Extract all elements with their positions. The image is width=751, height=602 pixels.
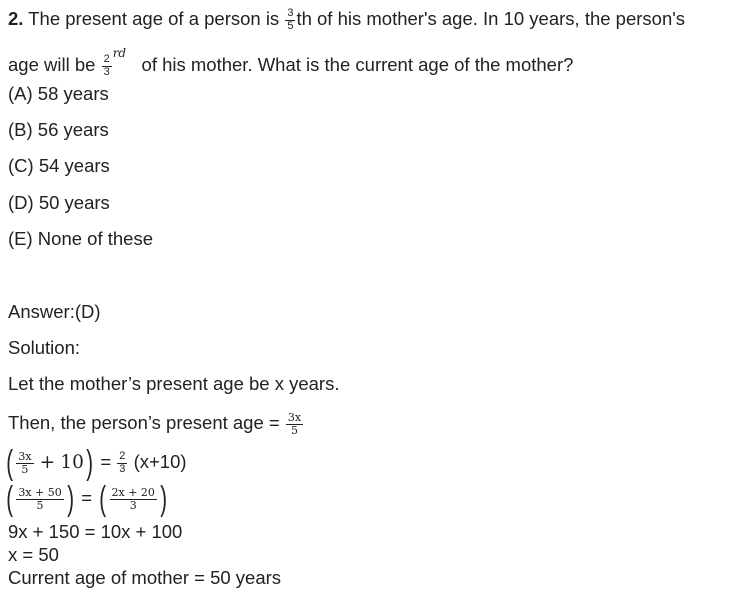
solution-then [8, 412, 304, 436]
fraction-denominator: 3 [103, 65, 110, 78]
fraction-denominator: 3 [119, 462, 126, 475]
equals-sign: = [81, 486, 93, 508]
equation-2 [4, 482, 169, 516]
final-answer: Current age of mother = 50 years [8, 567, 282, 588]
fraction-lhs [16, 487, 63, 511]
left-paren: ( [6, 480, 14, 518]
fraction-rhs [110, 487, 157, 511]
option-d: (D) 50 years [8, 192, 110, 213]
equation-3: 9x + 150 = 10x + 100 [8, 521, 183, 542]
left-paren: ( [6, 444, 14, 482]
question-line-1 [8, 8, 685, 32]
fraction-numerator: 2 [103, 53, 110, 66]
option-c: (C) 54 years [8, 155, 110, 176]
fraction-two-thirds [117, 451, 127, 475]
question-text-b: th of his mother's age. In 10 years, the person's [296, 8, 686, 29]
left-paren: ( [99, 480, 107, 518]
question-line-2 [8, 46, 573, 78]
fraction-denominator: 5 [290, 423, 298, 437]
fraction-denominator: 5 [36, 498, 44, 512]
fraction-numerator: 2x + 20 [111, 485, 155, 499]
fraction-3x-over-5 [16, 451, 33, 475]
solution-label: Solution: [8, 337, 80, 358]
fraction-denominator: 5 [287, 19, 294, 32]
option-a: (A) 58 years [8, 83, 109, 104]
equation-4: x = 50 [8, 544, 59, 565]
ordinal-superscript: rd [112, 46, 127, 60]
fraction-numerator: 3x + 50 [18, 485, 62, 499]
option-b: (B) 56 years [8, 119, 109, 140]
right-paren: ) [67, 480, 74, 518]
right-paren: ) [86, 444, 93, 482]
equals-sign: = [100, 450, 112, 472]
question-text-c: age will be [8, 54, 96, 75]
answer-text: Answer:(D) [8, 301, 101, 322]
fraction-denominator: 3 [129, 498, 137, 512]
fraction-3x-over-5 [286, 412, 303, 436]
option-e: (E) None of these [8, 228, 153, 249]
question-text-d: of his mother. What is the current age of the mother? [141, 54, 574, 75]
fraction-numerator: 2 [119, 449, 126, 462]
question-text-a: The present age of a person is [28, 8, 280, 29]
plus-sign: + [39, 451, 56, 473]
solution-let: Let the mother’s present age be x years. [8, 373, 340, 394]
then-text: Then, the person’s present age = [8, 412, 280, 433]
fraction-three-fifths [285, 8, 295, 32]
right-paren: ) [160, 480, 167, 518]
fraction-numerator: 3x [287, 411, 302, 425]
equation-1 [4, 446, 187, 480]
fraction-numerator: 3x [18, 449, 32, 463]
ten-value: 10 [60, 451, 84, 473]
rhs-tail: (x+10) [133, 450, 187, 472]
question-number: 2. [8, 8, 24, 29]
fraction-two-thirds [102, 54, 112, 78]
fraction-numerator: 3 [287, 7, 294, 20]
fraction-denominator: 5 [21, 462, 29, 476]
